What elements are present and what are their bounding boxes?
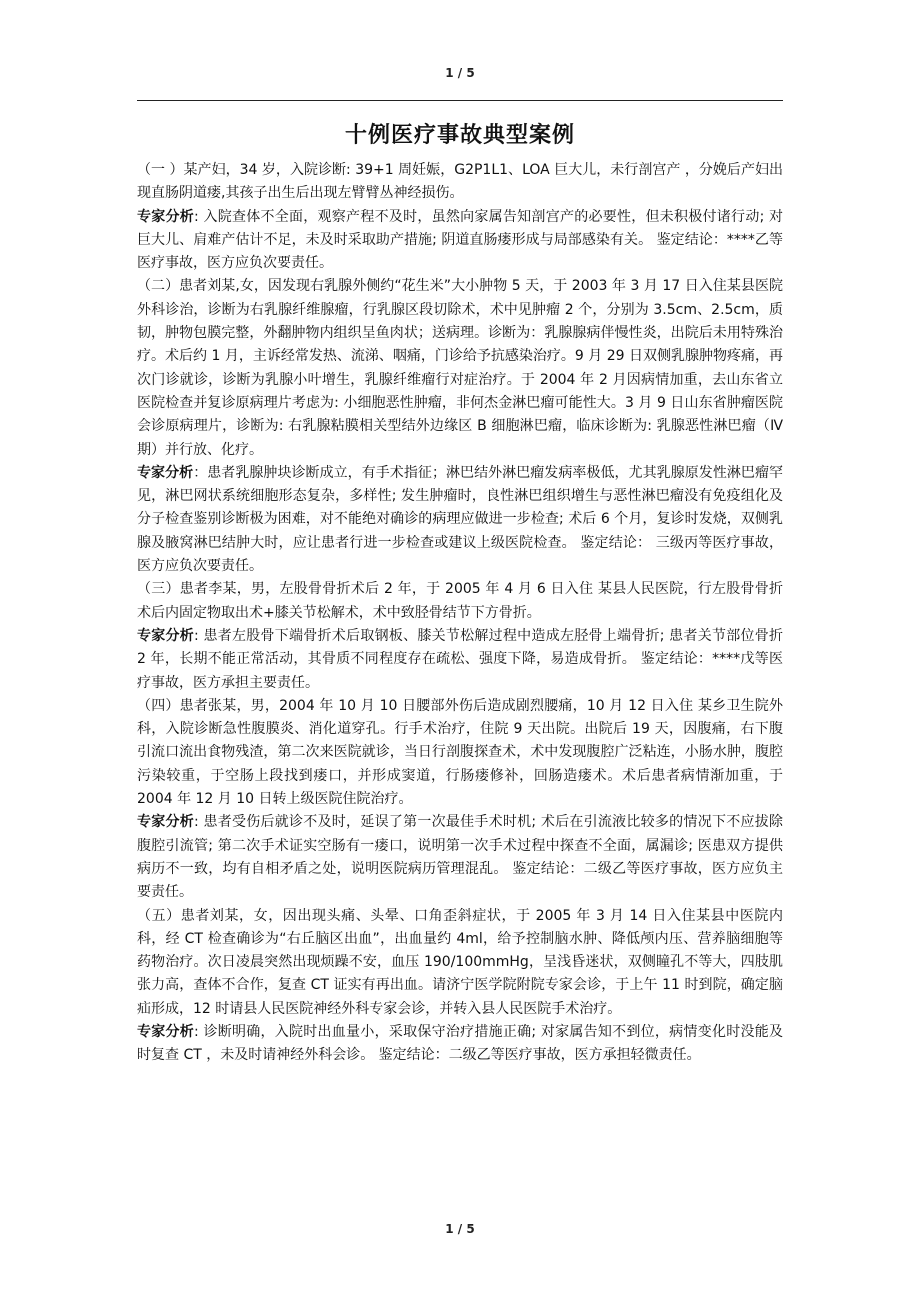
para-text: （四）患者张某，男，2004 年 10 月 10 日腰部外伤后造成剧烈腰痛，10 月 12 日入住 某乡卫生院外科，入院诊断急性腹膜炎、消化道穿孔。行手术治疗，住院 9 天出院。出院后 19 天，因腹痛，右下腹引流口流出食物残渣，第二次来医院就诊，当日行剖腹探查术，术中发现腹腔广泛粘连，小肠水肿，腹腔污染较重，于空肠上段找到瘘口，并形成窦道，行肠瘘修补，回肠造瘘术。术后患者病情渐加重，于 2004 年 12 月 10 日转上级医院住院治疗。 bbox=[137, 697, 783, 808]
case-4-analysis bbox=[137, 811, 783, 904]
para-text: : 患者左股骨下端骨折术后取钢板、膝关节松解过程中造成左胫骨上端骨折; 患者关节部位骨折 2 年，长期不能正常活动，其骨质不同程度存在疏松、强度下降，易造成骨折。 鉴定结论：****戊等医疗事故，医方承担主要责任。 bbox=[137, 627, 783, 691]
case-1-analysis bbox=[137, 206, 783, 276]
case-1-paragraph bbox=[137, 159, 783, 206]
para-text: （五）患者刘某，女，因出现头痛、头晕、口角歪斜症状，于 2005 年 3 月 14 日入住某县中医院内科，经 CT 检查确诊为“右丘脑区出血”，出血量约 4ml，给予控制脑水肿、降低颅内压、营养脑细胞等药物治疗。次日凌晨突然出现烦躁不安，血压 190/100mmHg，呈浅昏迷状，双侧瞳孔不等大，四肢肌张力高，查体不合作，复查 CT 证实有再出血。请济宁医学院附院专家会诊，于上午 11 时到院，确定脑疝形成，12 时请县人民医院神经外科专家会诊，并转入县人民医院手术治疗。 bbox=[137, 907, 783, 1017]
header-rule bbox=[137, 100, 783, 101]
para-text: （一 ）某产妇，34 岁，入院诊断: 39+1 周妊娠，G2P1L1、LOA 巨大儿，未行剖宫产 ，分娩后产妇出现直肠阴道瘘,其孩子出生后出现左臂臂丛神经损伤。 bbox=[137, 162, 783, 202]
para-text: : 入院查体不全面，观察产程不及时，虽然向家属告知剖宫产的必要性，但未积极付诸行动; 对巨大儿、肩难产估计不足，未及时采取助产措施; 阴道直肠瘘形成与局部感染有关。 鉴定结论：****乙等医疗事故，医方应负次要责任。 bbox=[137, 208, 783, 272]
document-body bbox=[137, 159, 783, 1068]
para-text: ：患者乳腺肿块诊断成立，有手术指征；淋巴结外淋巴瘤发病率极低，尤其乳腺原发性淋巴瘤罕见，淋巴网状系统细胞形态复杂，多样性; 发生肿瘤时，良性淋巴组织增生与恶性淋巴瘤没有免疫组化及分子检查鉴别诊断极为困难，对不能绝对确诊的病理应做进一步检查; 术后 6 个月，复诊时发烧，双侧乳腺及腋窝淋巴结肿大时，应让患者行进一步检查或建议上级医院检查。 鉴定结论： 三级丙等医疗事故，医方应负次要责任。 bbox=[137, 464, 784, 575]
page-number-top: 1 / 5 bbox=[445, 66, 475, 80]
para-text: （三）患者李某，男，左股骨骨折术后 2 年，于 2005 年 4 月 6 日入住 某县人民医院，行左股骨骨折术后内固定物取出术+膝关节松解术，术中致胫骨结节下方骨折。 bbox=[137, 581, 783, 621]
analysis-label: 专家分析 bbox=[137, 464, 194, 481]
case-3-analysis bbox=[137, 625, 783, 695]
case-3-paragraph bbox=[137, 578, 783, 625]
case-2-analysis bbox=[137, 462, 783, 578]
analysis-label: 专家分析 bbox=[137, 814, 195, 831]
analysis-label: 专家分析 bbox=[137, 1023, 195, 1040]
case-5-analysis bbox=[137, 1021, 783, 1068]
page-number-bottom: 1 / 5 bbox=[445, 1222, 475, 1236]
case-5-paragraph bbox=[137, 905, 783, 1021]
para-text: : 诊断明确，入院时出血量小，采取保守治疗措施正确; 对家属告知不到位，病情变化时没能及时复查 CT ，未及时请神经外科会诊。 鉴定结论：二级乙等医疗事故，医方承担轻微责任。 bbox=[137, 1023, 783, 1064]
para-text: （二）患者刘某,女，因发现右乳腺外侧约“花生米”大小肿物 5 天，于 2003 年 3 月 17 日入住某县医院外科诊治，诊断为右乳腺纤维腺瘤，行乳腺区段切除术，术中见肿瘤 2 个，分别为 3.5cm、2.5cm，质韧，肿物包膜完整，外翻肿物内组织呈鱼肉状；送病理。诊断为：乳腺腺病伴慢性炎，出院后未用特殊治疗。术后约 1 月，主诉经常发热、流涕、咽痛，门诊给予抗感染治疗。9 月 29 日双侧乳腺肿物疼痛，再次门诊就诊，诊断为乳腺小叶增生，乳腺纤维瘤行对症治疗。于 2004 年 2 月因病情加重，去山东省立医院检查并复诊原病理片考虑为: 小细胞恶性肿瘤，非何杰金淋巴瘤可能性大。3 月 9 日山东省肿瘤医院会诊原病理片，诊断为: 右乳腺粘膜相关型结外边缘区 B 细胞淋巴瘤，临床诊断为: 乳腺恶性淋巴瘤（Ⅳ期）并行放、化疗。 bbox=[137, 278, 783, 458]
analysis-label: 专家分析 bbox=[137, 208, 195, 225]
analysis-label: 专家分析 bbox=[137, 627, 195, 644]
para-text: : 患者受伤后就诊不及时，延误了第一次最佳手术时机; 术后在引流液比较多的情况下不应拔除腹腔引流管; 第二次手术证实空肠有一瘘口，说明第一次手术过程中探查不全面，属漏诊; 医患双方提供病历不一致，均有自相矛盾之处，说明医院病历管理混乱。 鉴定结论：二级乙等医疗事故，医方应负主要责任。 bbox=[137, 814, 783, 901]
document-title: 十例医疗事故典型案例 bbox=[344, 123, 575, 148]
case-4-paragraph bbox=[137, 695, 783, 811]
case-2-paragraph bbox=[137, 275, 783, 461]
